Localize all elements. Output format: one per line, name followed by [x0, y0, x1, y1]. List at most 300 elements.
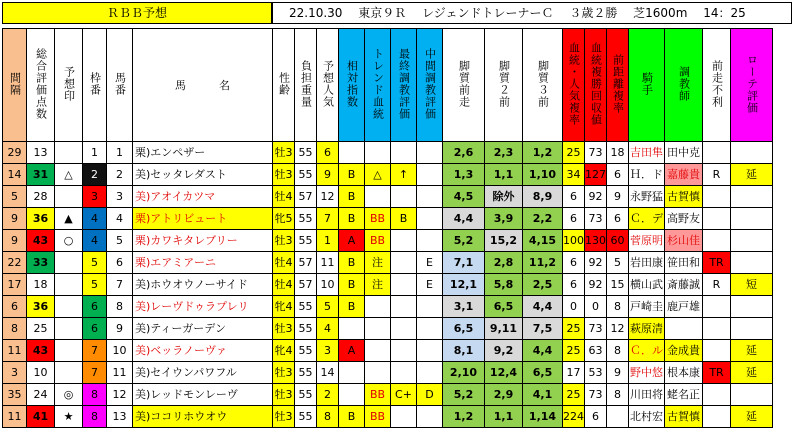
cell-kishu: 川田将: [629, 384, 665, 406]
cell-chukan: [417, 340, 443, 362]
cell-waku: 3: [83, 186, 107, 208]
page-title: ＲＢＢ予想: [2, 2, 272, 24]
cell-rote: [731, 384, 773, 406]
cell-rote: 延: [731, 164, 773, 186]
cell-sotai: A: [339, 340, 365, 362]
cell-futan: 57: [295, 274, 317, 296]
header-label-kyori: 前距離複率: [611, 53, 625, 114]
cell-zenso: 7,1: [443, 252, 485, 274]
cell-sansomae: 8,9: [523, 186, 563, 208]
cell-name: 美)レーヴドゥラプレリ: [133, 296, 273, 318]
cell-chokyoshi: 杉山佳: [665, 230, 703, 252]
cell-sogo: 41: [27, 406, 55, 428]
cell-saishu: B: [391, 208, 417, 230]
cell-waku: 6: [83, 296, 107, 318]
cell-name: 美)レッドモンレーヴ: [133, 384, 273, 406]
header-label-sogo: 総合評価点数: [34, 47, 48, 120]
cell-name: 美)ベッラノーヴァ: [133, 340, 273, 362]
cell-yoso: [55, 252, 83, 274]
header-yoso: [55, 29, 83, 142]
cell-kyori: 9: [607, 362, 629, 384]
table-row: [3, 406, 773, 428]
cell-sogo: 25: [27, 318, 55, 340]
cell-nisomae: 1,1: [485, 406, 523, 428]
cell-sansomae: 4,4: [523, 296, 563, 318]
cell-zenso: 4,4: [443, 208, 485, 230]
cell-seirei: 牡4: [273, 252, 295, 274]
cell-furi: [703, 384, 731, 406]
cell-kyori: 8: [607, 296, 629, 318]
cell-uma: 2: [107, 164, 133, 186]
table-row: [3, 252, 773, 274]
cell-saishu: ↑: [391, 164, 417, 186]
cell-waku: 5: [83, 274, 107, 296]
cell-zenso: 4,5: [443, 186, 485, 208]
header-waku: [83, 29, 107, 142]
header-ninki: [317, 29, 339, 142]
cell-futan: 57: [295, 186, 317, 208]
cell-kyori: 12: [607, 318, 629, 340]
cell-furi: [703, 208, 731, 230]
cell-furi: R: [703, 164, 731, 186]
cell-waku: 8: [83, 384, 107, 406]
cell-yoso: [55, 318, 83, 340]
cell-nisomae: 3,9: [485, 208, 523, 230]
cell-chokyoshi: 金成貴: [665, 340, 703, 362]
cell-chokyoshi: [665, 318, 703, 340]
cell-trend: BB: [365, 406, 391, 428]
cell-chukan: [417, 406, 443, 428]
cell-kishu: 萩原清: [629, 318, 665, 340]
cell-chukan: [417, 230, 443, 252]
cell-kankaku: 14: [3, 164, 27, 186]
cell-furi: TR: [703, 252, 731, 274]
cell-yoso: ○: [55, 230, 83, 252]
cell-sansomae: 1,14: [523, 406, 563, 428]
header-sotai: [339, 29, 365, 142]
cell-ninki: 5: [317, 296, 339, 318]
cell-ninki: 1: [317, 230, 339, 252]
cell-kishu: 横山武: [629, 274, 665, 296]
cell-sansomae: 6,5: [523, 362, 563, 384]
cell-sogo: 13: [27, 142, 55, 164]
cell-sogo: 28: [27, 186, 55, 208]
cell-chukan: E: [417, 252, 443, 274]
cell-sansomae: 1,10: [523, 164, 563, 186]
header-label-rote: ローテ評価: [745, 53, 759, 114]
header-label-sansomae: 脚質３前: [536, 59, 550, 108]
cell-chukan: [417, 362, 443, 384]
cell-kaishu: 92: [585, 186, 607, 208]
header-trend: [365, 29, 391, 142]
cell-chukan: [417, 296, 443, 318]
cell-kankaku: 9: [3, 208, 27, 230]
cell-ninki: 14: [317, 362, 339, 384]
header-label-trend: トレンド血統: [371, 47, 385, 120]
cell-futan: 55: [295, 384, 317, 406]
cell-rote: 短: [731, 274, 773, 296]
cell-zenso: 12,1: [443, 274, 485, 296]
cell-sogo: 10: [27, 362, 55, 384]
header-sansomae: [523, 29, 563, 142]
cell-furi: [703, 186, 731, 208]
cell-chokyoshi: 古賀慎: [665, 406, 703, 428]
cell-sansomae: 4,4: [523, 340, 563, 362]
cell-kyori: [607, 406, 629, 428]
cell-sotai: [339, 362, 365, 384]
cell-ketto: 6: [563, 186, 585, 208]
header-label-kishu: 騎手: [640, 71, 654, 96]
cell-sotai: [339, 318, 365, 340]
race-info: 22.10.30 東京９Ｒ レジェンドトレーナーＣ ３歳２勝 芝1600m 14：25: [272, 2, 792, 24]
cell-kishu: 吉田隼: [629, 142, 665, 164]
cell-furi: [703, 142, 731, 164]
header-kankaku: [3, 29, 27, 142]
cell-trend: [365, 340, 391, 362]
table-row: [3, 142, 773, 164]
cell-kyori: 8: [607, 340, 629, 362]
cell-sogo: 36: [27, 296, 55, 318]
cell-name: 美)アオイカツマ: [133, 186, 273, 208]
cell-sogo: 18: [27, 274, 55, 296]
table-row: [3, 164, 773, 186]
cell-furi: [703, 406, 731, 428]
cell-sansomae: 11,2: [523, 252, 563, 274]
cell-uma: 7: [107, 274, 133, 296]
cell-saishu: C+: [391, 384, 417, 406]
cell-kyori: 15: [607, 274, 629, 296]
cell-chokyoshi: 斎藤誠: [665, 274, 703, 296]
cell-seirei: 牝4: [273, 340, 295, 362]
cell-nisomae: 12,4: [485, 362, 523, 384]
cell-rote: [731, 318, 773, 340]
cell-uma: 10: [107, 340, 133, 362]
cell-sansomae: 2,2: [523, 208, 563, 230]
header-furi: [703, 29, 731, 142]
cell-kaishu: 0: [585, 296, 607, 318]
cell-furi: [703, 296, 731, 318]
cell-sotai: B: [339, 164, 365, 186]
cell-zenso: 3,1: [443, 296, 485, 318]
cell-name: 栗)エアミアーニ: [133, 252, 273, 274]
cell-name: 美)ティーガーデン: [133, 318, 273, 340]
cell-yoso: [55, 142, 83, 164]
header-label-ninki: 予想人気: [321, 59, 335, 108]
cell-sotai: B: [339, 186, 365, 208]
cell-kaishu: 92: [585, 252, 607, 274]
cell-zenso: 5,2: [443, 230, 485, 252]
cell-ninki: 7: [317, 208, 339, 230]
cell-waku: 4: [83, 208, 107, 230]
cell-kankaku: 29: [3, 142, 27, 164]
cell-furi: R: [703, 274, 731, 296]
cell-zenso: 6,5: [443, 318, 485, 340]
cell-waku: 2: [83, 164, 107, 186]
cell-trend: [365, 318, 391, 340]
cell-yoso: ▲: [55, 208, 83, 230]
cell-futan: 55: [295, 296, 317, 318]
header-label-kaishu: 血統複勝回収値: [589, 41, 603, 126]
cell-saishu: [391, 274, 417, 296]
cell-yoso: [55, 296, 83, 318]
cell-yoso: [55, 362, 83, 384]
header-label-saishu: 最終調教評価: [397, 47, 411, 120]
table-row: [3, 340, 773, 362]
cell-saishu: [391, 230, 417, 252]
cell-seirei: 牝5: [273, 208, 295, 230]
cell-ninki: 12: [317, 186, 339, 208]
cell-nisomae: 2,3: [485, 142, 523, 164]
cell-trend: 注: [365, 252, 391, 274]
cell-seirei: 牡4: [273, 186, 295, 208]
cell-kishu: Ｃ．デ: [629, 208, 665, 230]
cell-chokyoshi: 鹿戸雄: [665, 296, 703, 318]
cell-sotai: B: [339, 252, 365, 274]
cell-sotai: [339, 384, 365, 406]
header-label-furi: 前走不利: [710, 59, 724, 108]
header-label-nisomae: 脚質２前: [497, 59, 511, 108]
cell-trend: BB: [365, 208, 391, 230]
cell-yoso: ◎: [55, 384, 83, 406]
header-label-futan: 負担重量: [299, 59, 313, 108]
table-row: [3, 362, 773, 384]
cell-kaishu: 73: [585, 384, 607, 406]
cell-kankaku: 8: [3, 318, 27, 340]
cell-ketto: 0: [563, 296, 585, 318]
cell-chokyoshi: 根本康: [665, 362, 703, 384]
header-row: [3, 29, 773, 142]
table-row: [3, 230, 773, 252]
header-label-waku: 枠番: [88, 71, 102, 96]
cell-trend: [365, 142, 391, 164]
cell-trend: BB: [365, 230, 391, 252]
header-chukan: [417, 29, 443, 142]
cell-kishu: Ｈ．ド: [629, 164, 665, 186]
cell-ninki: 3: [317, 340, 339, 362]
cell-kaishu: 53: [585, 362, 607, 384]
cell-kaishu: 6: [585, 406, 607, 428]
cell-sogo: 43: [27, 340, 55, 362]
cell-sansomae: 2,5: [523, 274, 563, 296]
cell-kankaku: 17: [3, 274, 27, 296]
cell-sansomae: 4,15: [523, 230, 563, 252]
cell-yoso: ★: [55, 406, 83, 428]
cell-name: 美)セッタレダスト: [133, 164, 273, 186]
cell-kyori: 5: [607, 252, 629, 274]
cell-ninki: 10: [317, 274, 339, 296]
cell-chukan: [417, 142, 443, 164]
cell-seirei: 牡3: [273, 230, 295, 252]
cell-chukan: [417, 164, 443, 186]
cell-uma: 4: [107, 208, 133, 230]
header-kishu: [629, 29, 665, 142]
cell-sotai: B: [339, 406, 365, 428]
table-row: [3, 208, 773, 230]
cell-futan: 57: [295, 252, 317, 274]
table-row: [3, 186, 773, 208]
cell-kankaku: 11: [3, 340, 27, 362]
cell-ketto: 25: [563, 318, 585, 340]
cell-trend: BB: [365, 384, 391, 406]
cell-chukan: [417, 186, 443, 208]
cell-ketto: 25: [563, 142, 585, 164]
cell-chokyoshi: 古賀慎: [665, 186, 703, 208]
cell-sogo: 33: [27, 252, 55, 274]
cell-seirei: 牡3: [273, 384, 295, 406]
cell-kishu: 菅原明: [629, 230, 665, 252]
cell-sansomae: 7,5: [523, 318, 563, 340]
cell-name: 美)セイウンパワフル: [133, 362, 273, 384]
cell-kankaku: 35: [3, 384, 27, 406]
cell-name: 栗)アトリビュート: [133, 208, 273, 230]
cell-sansomae: 4,1: [523, 384, 563, 406]
prediction-table: [2, 28, 773, 428]
header-label-ketto: 血統・人気複率: [567, 41, 581, 126]
table-row: [3, 384, 773, 406]
cell-ketto: 17: [563, 362, 585, 384]
cell-sogo: 31: [27, 164, 55, 186]
header-chokyoshi: [665, 29, 703, 142]
cell-futan: 55: [295, 208, 317, 230]
cell-furi: [703, 230, 731, 252]
cell-yoso: △: [55, 164, 83, 186]
cell-kaishu: 73: [585, 142, 607, 164]
cell-uma: 12: [107, 384, 133, 406]
cell-rote: [731, 208, 773, 230]
cell-sogo: 43: [27, 230, 55, 252]
cell-kyori: 9: [607, 186, 629, 208]
cell-nisomae: 1,1: [485, 164, 523, 186]
cell-waku: 8: [83, 406, 107, 428]
cell-zenso: 2,10: [443, 362, 485, 384]
cell-kankaku: 9: [3, 230, 27, 252]
cell-kishu: Ｃ．ル: [629, 340, 665, 362]
header-label-uma: 馬番: [113, 71, 127, 96]
cell-ketto: 100: [563, 230, 585, 252]
cell-chukan: [417, 318, 443, 340]
cell-furi: [703, 318, 731, 340]
cell-nisomae: 5,8: [485, 274, 523, 296]
cell-kishu: 北村宏: [629, 406, 665, 428]
header-kaishu: [585, 29, 607, 142]
cell-trend: 注: [365, 274, 391, 296]
cell-trend: [365, 296, 391, 318]
cell-sansomae: 1,2: [523, 142, 563, 164]
cell-saishu: [391, 406, 417, 428]
cell-saishu: [391, 252, 417, 274]
cell-ninki: 4: [317, 318, 339, 340]
cell-nisomae: 2,8: [485, 252, 523, 274]
table-row: [3, 296, 773, 318]
cell-sotai: B: [339, 208, 365, 230]
cell-futan: 55: [295, 362, 317, 384]
cell-futan: 55: [295, 340, 317, 362]
cell-uma: 11: [107, 362, 133, 384]
cell-kankaku: 22: [3, 252, 27, 274]
cell-seirei: 牡4: [273, 274, 295, 296]
cell-ketto: 6: [563, 274, 585, 296]
cell-kaishu: 73: [585, 318, 607, 340]
cell-trend: [365, 186, 391, 208]
header-label-chokyoshi: 調教師: [677, 65, 691, 102]
cell-uma: 9: [107, 318, 133, 340]
cell-futan: 55: [295, 164, 317, 186]
cell-saishu: [391, 186, 417, 208]
header-saishu: [391, 29, 417, 142]
cell-saishu: [391, 142, 417, 164]
cell-saishu: [391, 362, 417, 384]
cell-zenso: 8,1: [443, 340, 485, 362]
cell-kyori: 8: [607, 384, 629, 406]
cell-kaishu: 92: [585, 274, 607, 296]
cell-zenso: 5,2: [443, 384, 485, 406]
cell-nisomae: 6,5: [485, 296, 523, 318]
cell-seirei: 牡3: [273, 142, 295, 164]
header-label-kankaku: 間隔: [8, 71, 22, 96]
cell-waku: 7: [83, 362, 107, 384]
cell-rote: 延: [731, 406, 773, 428]
cell-rote: [731, 186, 773, 208]
cell-uma: 6: [107, 252, 133, 274]
cell-seirei: 牡3: [273, 164, 295, 186]
cell-trend: [365, 362, 391, 384]
cell-kaishu: 130: [585, 230, 607, 252]
cell-yoso: [55, 274, 83, 296]
cell-saishu: [391, 318, 417, 340]
cell-seirei: 牡3: [273, 318, 295, 340]
cell-waku: 4: [83, 230, 107, 252]
cell-sogo: 36: [27, 208, 55, 230]
cell-chokyoshi: 田中克: [665, 142, 703, 164]
cell-ketto: 34: [563, 164, 585, 186]
header-uma: [107, 29, 133, 142]
header-kyori: [607, 29, 629, 142]
cell-waku: 5: [83, 252, 107, 274]
cell-ninki: 9: [317, 164, 339, 186]
cell-ninki: 11: [317, 252, 339, 274]
cell-rote: [731, 296, 773, 318]
cell-futan: 55: [295, 318, 317, 340]
cell-uma: 8: [107, 296, 133, 318]
cell-furi: TR: [703, 362, 731, 384]
header-label-yoso: 予想印: [62, 65, 76, 102]
cell-kankaku: 11: [3, 406, 27, 428]
cell-name: 栗)エンペザー: [133, 142, 273, 164]
cell-nisomae: 9,11: [485, 318, 523, 340]
cell-uma: 13: [107, 406, 133, 428]
cell-kankaku: 5: [3, 186, 27, 208]
cell-ketto: 6: [563, 252, 585, 274]
cell-name: 美)ココリホウオウ: [133, 406, 273, 428]
cell-rote: 延: [731, 340, 773, 362]
cell-ninki: 8: [317, 406, 339, 428]
cell-kankaku: 6: [3, 296, 27, 318]
cell-sogo: 24: [27, 384, 55, 406]
header-label-zenso: 脚質前走: [457, 59, 471, 108]
cell-trend: △: [365, 164, 391, 186]
cell-uma: 3: [107, 186, 133, 208]
cell-yoso: [55, 186, 83, 208]
cell-rote: 延: [731, 362, 773, 384]
header-label-name: 馬 名: [175, 79, 230, 92]
header-name: [133, 29, 273, 142]
cell-chukan: [417, 208, 443, 230]
cell-chokyoshi: 高野友: [665, 208, 703, 230]
cell-saishu: [391, 296, 417, 318]
header-zenso: [443, 29, 485, 142]
cell-ketto: 25: [563, 384, 585, 406]
cell-kishu: 戸崎圭: [629, 296, 665, 318]
